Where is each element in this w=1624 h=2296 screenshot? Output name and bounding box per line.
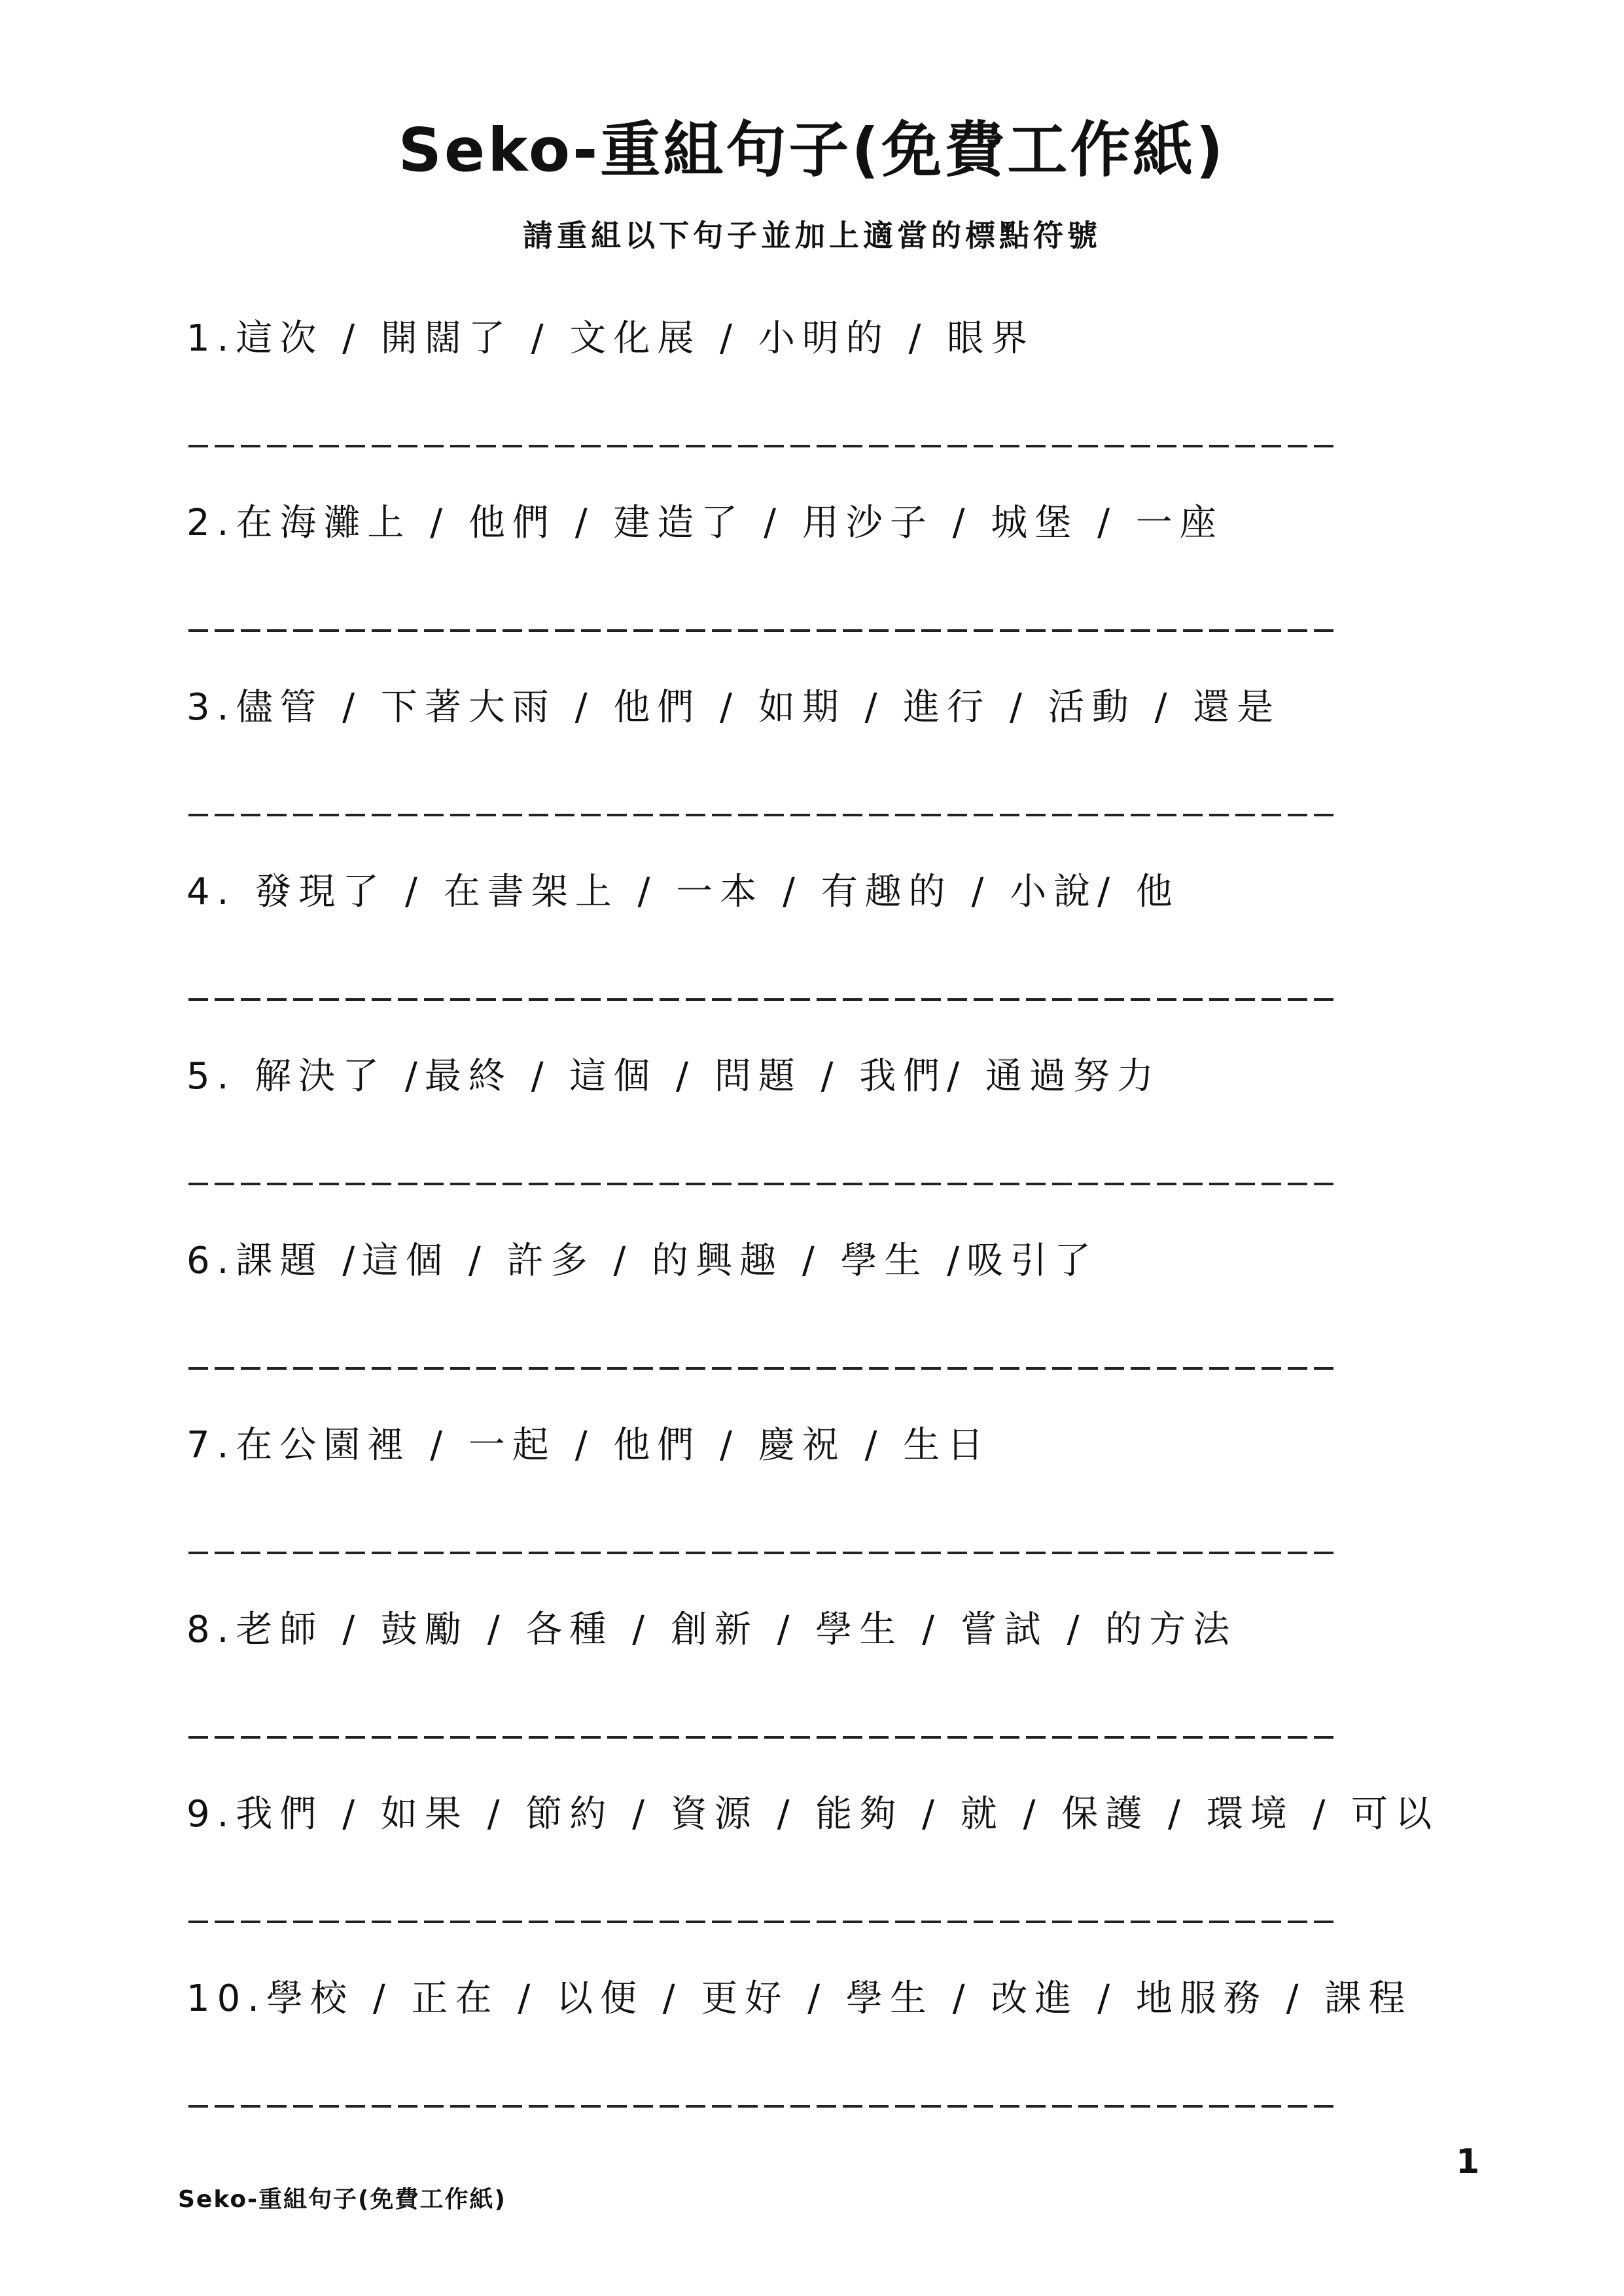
question-7: 7.在公園裡 / 一起 / 他們 / 慶祝 / 生日 xyxy=(186,1424,991,1467)
answer-line-2 xyxy=(188,629,1340,632)
question-3: 3.儘管 / 下著大雨 / 他們 / 如期 / 進行 / 活動 / 還是 xyxy=(186,686,1281,729)
answer-line-10 xyxy=(188,2105,1340,2108)
answer-line-4 xyxy=(188,998,1340,1001)
question-2: 2.在海灘上 / 他們 / 建造了 / 用沙子 / 城堡 / 一座 xyxy=(186,502,1224,544)
question-1: 1.這次 / 開闊了 / 文化展 / 小明的 / 眼界 xyxy=(186,317,1035,360)
question-5: 5. 解決了 /最終 / 這個 / 問題 / 我們/ 通過努力 xyxy=(186,1055,1161,1098)
page-number: 1 xyxy=(1456,2142,1480,2182)
question-4: 4. 發現了 / 在書架上 / 一本 / 有趣的 / 小說/ 他 xyxy=(186,871,1180,913)
question-10: 10.學校 / 正在 / 以便 / 更好 / 學生 / 改進 / 地服務 / 課程 xyxy=(186,1977,1413,2020)
question-8: 8.老師 / 鼓勵 / 各種 / 創新 / 學生 / 嘗試 / 的方法 xyxy=(186,1609,1237,1651)
question-9: 9.我們 / 如果 / 節約 / 資源 / 能夠 / 就 / 保護 / 環境 / 可以 xyxy=(186,1793,1439,1835)
answer-line-5 xyxy=(188,1183,1340,1185)
footer-title: Seko-重組句子(免費工作紙) xyxy=(178,2186,506,2213)
answer-line-8 xyxy=(188,1736,1340,1739)
answer-line-3 xyxy=(188,814,1340,816)
answer-line-1 xyxy=(188,445,1340,447)
answer-line-7 xyxy=(188,1552,1340,1554)
answer-line-6 xyxy=(188,1367,1340,1370)
answer-line-9 xyxy=(188,1921,1340,1923)
instruction-text: 請重組以下句子並加上適當的標點符號 xyxy=(523,218,1101,253)
page-title: Seko-重組句子(免費工作紙) xyxy=(398,115,1226,185)
question-6: 6.課題 /這個 / 許多 / 的興趣 / 學生 /吸引了 xyxy=(186,1240,1099,1282)
